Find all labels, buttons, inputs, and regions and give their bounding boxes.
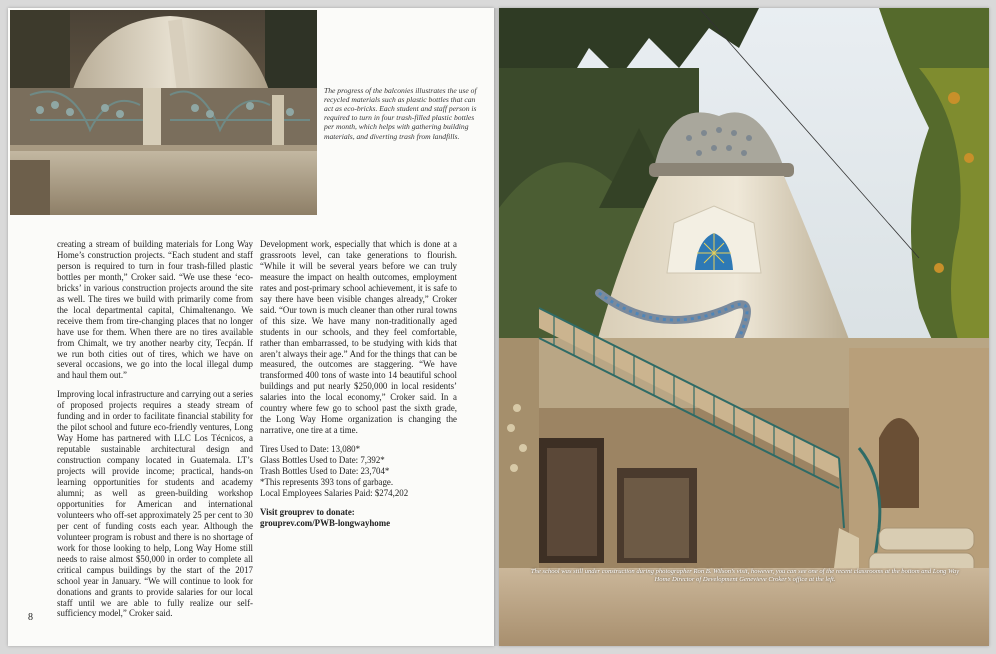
- left-page: [8, 8, 494, 646]
- article-paragraph: Improving local infrastructure and carrying out a series of proposed projects requires a steady stream of funding and in order to facilitate financial stability for the pilot school and future eco-friendly ventures, Long Way Home has partnered with LLC Los Técnicos, a reputable sustainable architectural design and construction company located in Guatemala. LT’s projects will provide income; practical, hands-on learning opportunities for students and academy alumni; as well as green-building workshop opportunities for American and international volunteers who off-set approximately 25 per cent to 30 per cent of funding costs each year. Although the volunteer program is robust and there is no shortage of work for those looking to help, Long Way Home still needs to raise almost $50,000 in order to complete all critical campus buildings by the start of the 2017 school year in January. “We will continue to look for donations and grants to provide salaries for our local staff until we are able to fully realize our self-sufficiency model,” Croker said.: [57, 389, 253, 619]
- stat-item: Tires Used to Date: 13,080*: [260, 444, 361, 455]
- article-paragraph: Development work, especially that which is done at a grassroots level, can take generations to flourish. “While it will be several years before we can truly measure the impact on health outcomes, employment rates and post-primary school achievement, it is safe to say there have been visible changes already,” Croker said. “Our town is much cleaner than other rural towns of this size. We have many non-traditionally aged students in our schools, and they feel comfortable, rather than embarrassed, to be studying with kids that aren’t always their age.” And for the things that can be measured, the outcomes are staggering. “We have transformed 400 tons of waste into 14 beautiful school buildings and put nearly $250,000 in local residents’ salaries into the local economy,” Croker said. In a country where few go to school past the sixth grade, the Long Way Home organization is changing the narrative, one tire at a time.: [260, 239, 457, 436]
- building-photo-caption: The school was still under construction during photographer Ron B. Wilson’s visit, however, you can see one of the recent classrooms at the bottom and Long Way Home Director of Development Genevieve Croker’s office at the left.: [530, 568, 960, 584]
- article-paragraph: creating a stream of building materials for Long Way Home’s construction projects. “Each student and staff person is required to turn in four trash-filled plastic bottles per month,” Croker said. “We use these ‘eco-bricks’ in various construction projects around the site as well. The tires we build with primarily come from the local departmental capital, Chimaltenango. We receive them from tire-changing places that no longer have use for them. When there are no tires available from Chimalt, we try another nearby city, Tecpán. If we run both cities out of tires, which we have on several occasions, we go into the local illegal dump and haul them out.”: [57, 239, 253, 381]
- balcony-photo: [10, 10, 317, 215]
- article-column-1: [57, 239, 253, 627]
- school-building-illustration: [499, 8, 989, 646]
- right-page: [499, 8, 989, 646]
- stat-item: *This represents 393 tons of garbage.: [260, 477, 394, 488]
- donate-link[interactable]: grouprev.com/PWB-longwayhome: [260, 517, 391, 528]
- balcony-photo-caption: The progress of the balconies illustrates the use of recycled materials such as plastic bottles that can act as eco-bricks. Each student and staff person is required to turn in four trash-filled plastic bottles per month, which helps with gathering building materials, and diverting trash from landfills.: [324, 86, 477, 141]
- donate-heading: Visit grouprev to donate:: [260, 506, 355, 517]
- stat-item: Trash Bottles Used to Date: 23,704*: [260, 466, 390, 477]
- donate-callout: [260, 507, 457, 529]
- balcony-photo-illustration: [10, 10, 317, 215]
- school-building-photo: [499, 8, 989, 646]
- article-column-2: [260, 239, 457, 529]
- stats-list: [260, 444, 457, 499]
- stat-item: Local Employees Salaries Paid: $274,202: [260, 487, 409, 498]
- stat-item: Glass Bottles Used to Date: 7,392*: [260, 455, 385, 466]
- page-number: 8: [28, 612, 33, 623]
